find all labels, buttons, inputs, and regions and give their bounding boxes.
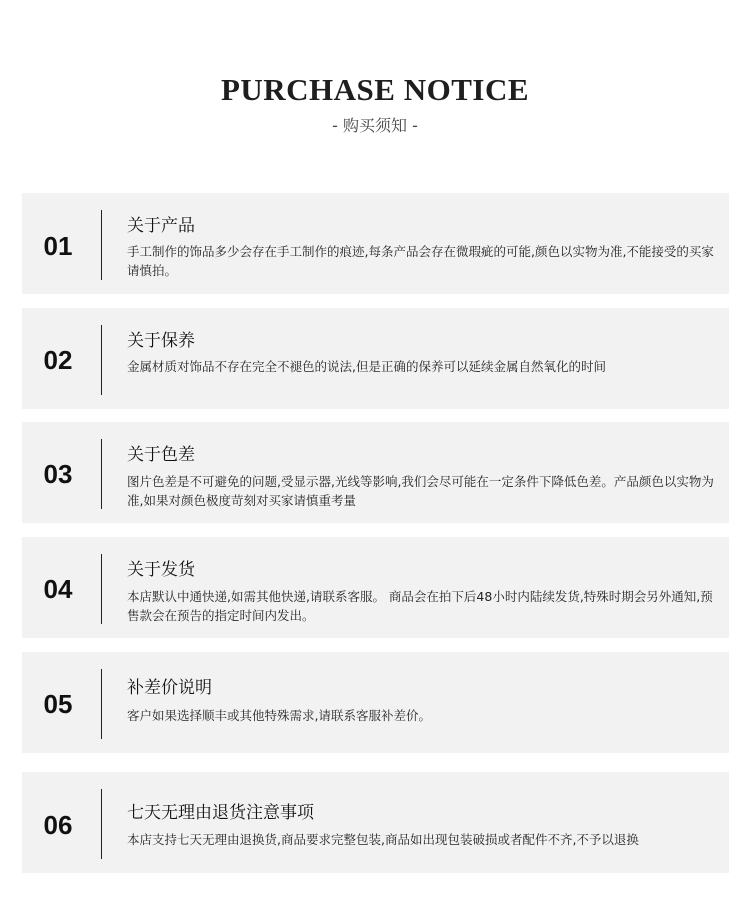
card-heading: 关于色差 [127,445,195,465]
card-number: 06 [43,810,73,840]
notice-card-shipping [22,537,729,638]
card-number: 05 [43,689,73,719]
card-heading: 七天无理由退货注意事项 [127,803,314,823]
card-body: 本店默认中通快递,如需其他快递,请联系客服。 商品会在拍下后48小时内陆续发货,特殊时期会另外通知,预售款会在预告的指定时间内发出。 [127,589,713,623]
card-divider [101,554,102,624]
card-divider [101,325,102,395]
notice-card-color-difference [22,422,729,523]
page-title: PURCHASE NOTICE [220,72,530,107]
page-subtitle: - 购买须知 - [332,116,418,135]
notice-card-product [22,193,729,294]
card-body: 金属材质对饰品不存在完全不褪色的说法,但是正确的保养可以延续金属自然氧化的时间 [127,359,606,374]
card-heading: 关于保养 [127,331,195,351]
notice-card-price-difference [22,652,729,753]
notice-card-returns [22,772,729,873]
card-divider [101,439,102,509]
card-divider [101,789,102,859]
card-heading: 关于产品 [127,216,195,236]
card-heading: 补差价说明 [127,678,212,698]
card-number: 02 [43,345,73,375]
card-divider [101,669,102,739]
notice-card-care [22,308,729,409]
card-body: 客户如果选择顺丰或其他特殊需求,请联系客服补差价。 [127,708,431,723]
card-body: 手工制作的饰品多少会存在手工制作的痕迹,每条产品会存在微瑕疵的可能,颜色以实物为准,不能接受的买家请慎拍。 [127,244,714,278]
card-body: 本店支持七天无理由退换货,商品要求完整包装,商品如出现包装破损或者配件不齐,不予以退换 [127,832,639,847]
card-number: 01 [43,231,73,261]
card-number: 03 [43,459,73,489]
card-number: 04 [43,574,73,604]
card-heading: 关于发货 [127,560,195,580]
card-body: 图片色差是不可避免的问题,受显示器,光线等影响,我们会尽可能在一定条件下降低色差。产品颜色以实物为准,如果对颜色极度苛刻对买家请慎重考量 [127,474,714,508]
card-divider [101,210,102,280]
